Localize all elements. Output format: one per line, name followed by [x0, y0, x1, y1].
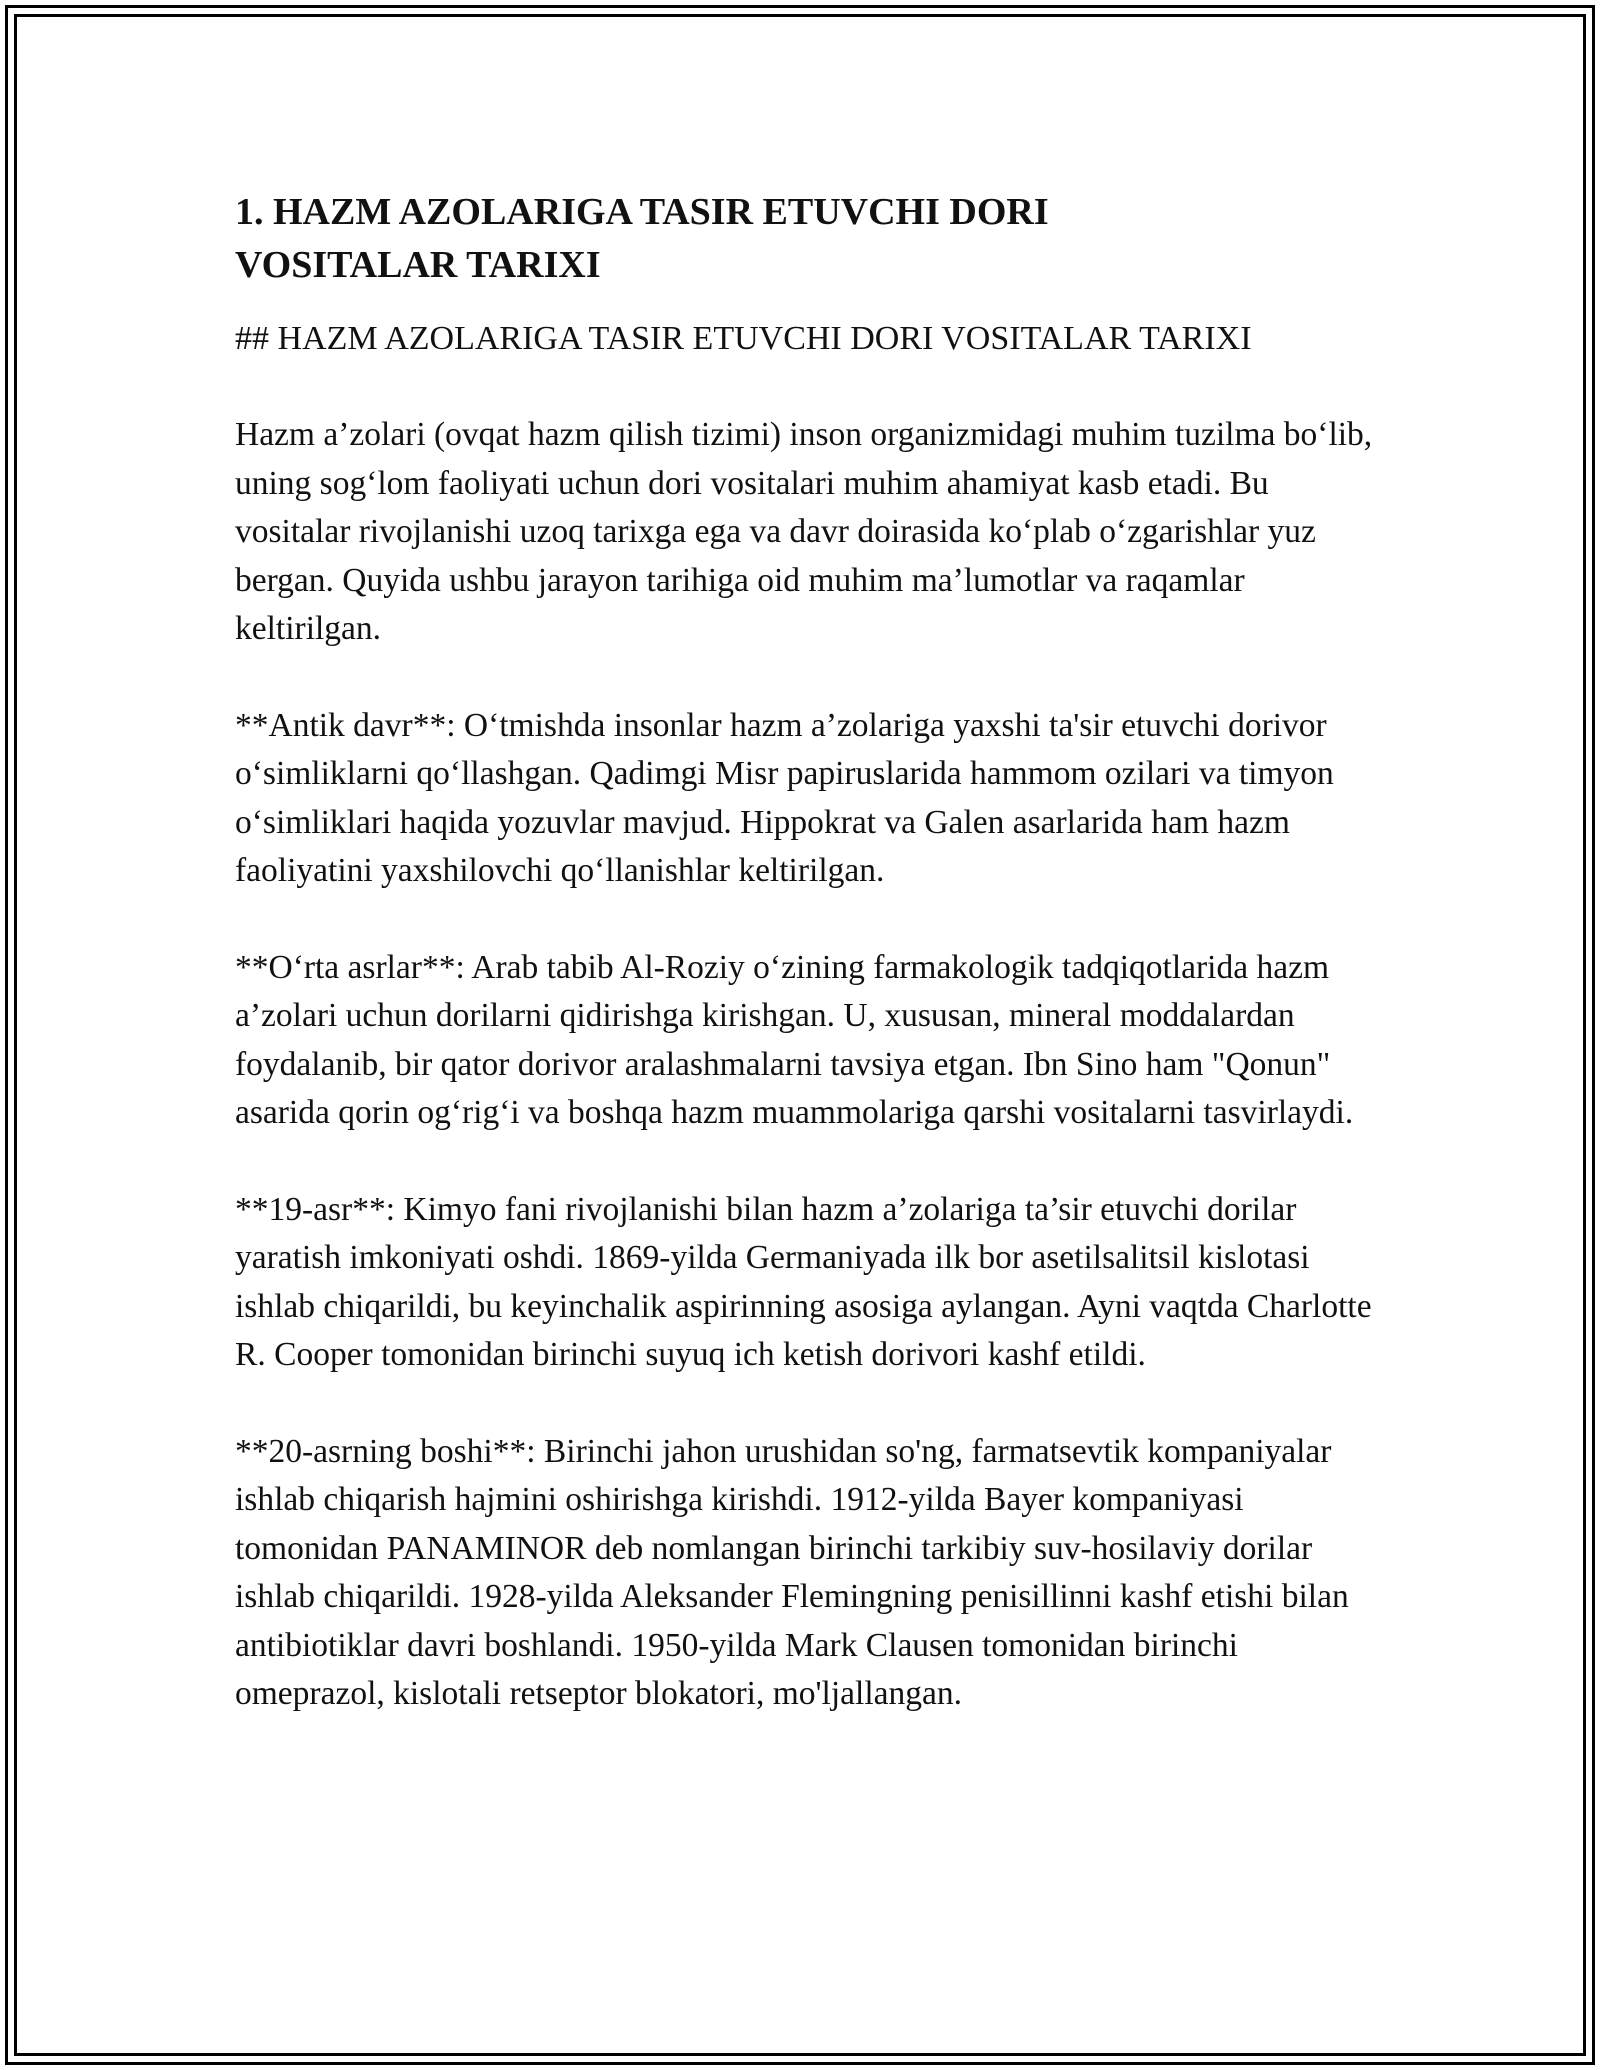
paragraph-20-asr: **20-asrning boshi**: Birinchi jahon urushidan so'ng, farmatsevtik kompaniyalar ishlab chiqarish hajmini oshirishga kirishdi. 1912-yilda Bayer kompaniyasi tomonidan PANAMINOR deb nomlangan birinchi tarkibiy suv-hosilaviy dorilar ishlab chiqarildi. 1928-yilda Aleksander Flemingning penisillinni kashf etishi bilan antibiotiklar davri boshlandi. 1950-yilda Mark Clausen tomonidan birinchi omeprazol, kislotali retseptor blokatori, mo'ljallangan. [235, 1432, 1349, 1712]
page-title-line-2: VOSITALAR TARIXI [235, 244, 601, 286]
paragraph-orta-asrlar: **O‘rta asrlar**: Arab tabib Al-Roziy o‘zining farmakologik tadqiqotlarida hazm a’zolari uchun dorilarni qidirishga kirishgan. U, xususan, mineral moddalardan foydalanib, bir qator dorivor aralashmalarni tavsiya etgan. Ibn Sino ham "Qonun" asarida qorin og‘rig‘i va boshqa hazm muammolariga qarshi vositalarni tasvirlaydi. [235, 948, 1354, 1131]
page-title-line-1: 1. HAZM AZOLARIGA TASIR ETUVCHI DORI [235, 191, 1049, 233]
page-title [235, 186, 1375, 292]
section-subheading: ## HAZM AZOLARIGA TASIR ETUVCHI DORI VOSITALAR TARIXI [235, 320, 1252, 357]
paragraph-intro: Hazm a’zolari (ovqat hazm qilish tizimi) inson organizmidagi muhim tuzilma bo‘lib, uning sog‘lom faoliyati uchun dori vositalari muhim ahamiyat kasb etadi. Bu vositalar rivojlanishi uzoq tarixga ega va davr doirasida ko‘plab o‘zgarishlar yuz bergan. Quyida ushbu jarayon tarihiga oid muhim ma’lumotlar va raqamlar keltirilgan. [235, 416, 1373, 647]
paragraph-antik-davr: **Antik davr**: O‘tmishda insonlar hazm a’zolariga yaxshi ta'sir etuvchi dorivor o‘simliklarni qo‘llashgan. Qadimgi Misr papiruslarida hammom ozilari va timyon o‘simliklari haqida yozuvlar mavjud. Hippokrat va Galen asarlarida ham hazm faoliyatini yaxshilovchi qo‘llanishlar keltirilgan. [235, 706, 1334, 889]
document-body [235, 186, 1375, 1767]
paragraph-19-asr: **19-asr**: Kimyo fani rivojlanishi bilan hazm a’zolariga ta’sir etuvchi dorilar yaratish imkoniyati oshdi. 1869-yilda Germaniyada ilk bor asetilsalitsil kislotasi ishlab chiqarildi, bu keyinchalik aspirinning asosiga aylangan. Ayni vaqtda Charlotte R. Cooper tomonidan birinchi suyuq ich ketish dorivori kashf etildi. [235, 1190, 1372, 1373]
